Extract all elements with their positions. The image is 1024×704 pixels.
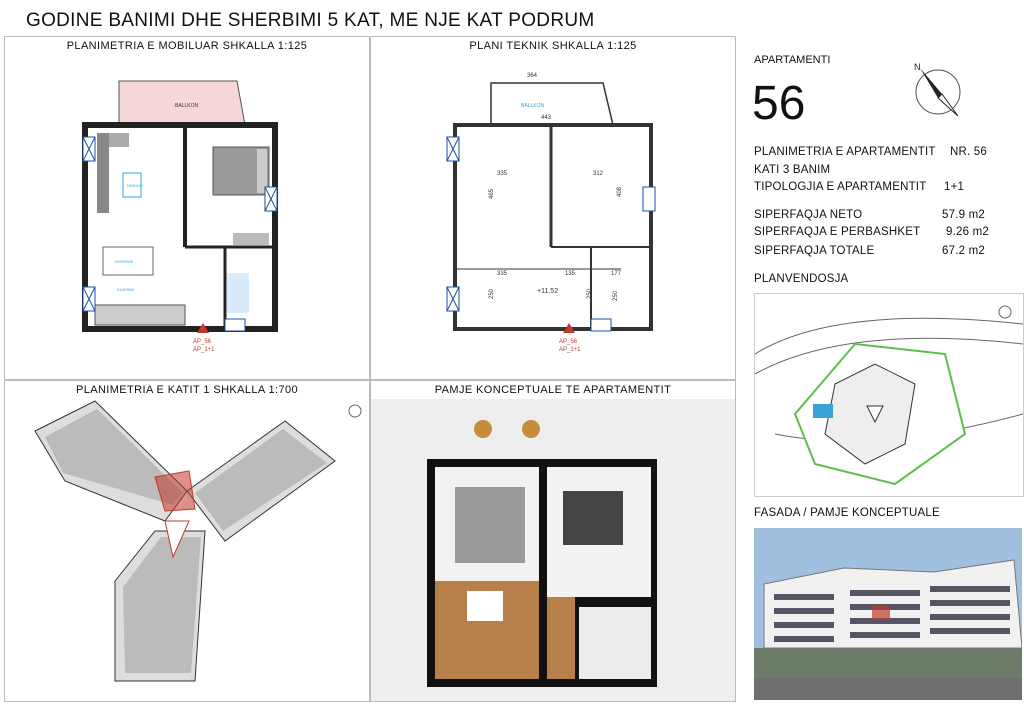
dim-465: 465 bbox=[489, 188, 495, 199]
concept-render bbox=[371, 381, 735, 701]
area-total-row bbox=[754, 245, 994, 257]
apartment-number: 56 bbox=[752, 77, 806, 130]
siteplan-label: PLANVENDOSJA bbox=[754, 273, 849, 285]
ap-number-label: AP_56 bbox=[193, 339, 212, 345]
furnished-plan-drawing bbox=[5, 37, 369, 379]
area-total-value: 67.2 m2 bbox=[942, 245, 985, 257]
ap-type-label: AP_1+1 bbox=[193, 347, 215, 353]
technical-plan-title: PLANI TEKNIK SHKALLA 1:125 bbox=[469, 40, 637, 52]
tech-ap-number-label: AP_56 bbox=[559, 339, 578, 345]
floor-row bbox=[754, 164, 994, 176]
facade-label: FASADA / PAMJE KONCEPTUALE bbox=[754, 507, 940, 519]
technical-plan-panel bbox=[370, 36, 736, 380]
concept-title: PAMJE KONCEPTUALE TE APARTAMENTIT bbox=[434, 384, 672, 396]
dim-364: 364 bbox=[527, 73, 538, 79]
area-net-label: SIPERFAQJA NETO bbox=[754, 209, 863, 221]
floor-plan-title: PLANIMETRIA E KATIT 1 SHKALLA 1:700 bbox=[75, 384, 299, 396]
technical-plan-drawing bbox=[371, 37, 735, 379]
facade-panel bbox=[754, 528, 1022, 700]
furnished-plan-panel bbox=[4, 36, 370, 380]
area-net-row bbox=[754, 209, 994, 221]
north-arrow-icon bbox=[908, 58, 978, 128]
dim-250-b: 250 bbox=[587, 288, 593, 299]
type-value: 1+1 bbox=[944, 181, 965, 193]
dim-335-top: 335 bbox=[497, 171, 508, 177]
siteplan-drawing bbox=[755, 294, 1023, 496]
floor-label: KATI 3 BANIM bbox=[754, 164, 831, 176]
elevation-label: +11.52 bbox=[537, 288, 559, 295]
type-label: TIPOLOGJIA E APARTAMENTIT bbox=[754, 181, 927, 193]
dining-label: NGRENIE bbox=[115, 259, 134, 264]
tech-balcony-label: BALLKON bbox=[521, 103, 545, 109]
concept-panel bbox=[370, 380, 736, 702]
floor-plan-panel bbox=[4, 380, 370, 702]
apartment-label: APARTAMENTI bbox=[754, 54, 831, 66]
area-net-value: 57.9 m2 bbox=[942, 209, 985, 221]
dim-135: 135 bbox=[565, 271, 576, 277]
dim-408: 408 bbox=[617, 186, 623, 197]
area-shared-row bbox=[754, 226, 994, 238]
floor-plan-drawing bbox=[5, 381, 369, 701]
area-shared-value: 9.26 m2 bbox=[946, 226, 989, 238]
area-total-label: SIPERFAQJA TOTALE bbox=[754, 245, 875, 257]
type-row bbox=[754, 181, 994, 193]
page-title: GODINE BANIMI DHE SHERBIMI 5 KAT, ME NJE KAT PODRUM bbox=[26, 10, 595, 31]
siteplan-panel bbox=[754, 293, 1024, 497]
facade-render bbox=[754, 528, 1022, 700]
dim-177: 177 bbox=[611, 271, 622, 277]
dim-250-a: 250 bbox=[489, 288, 495, 299]
furnished-plan-title: PLANIMETRIA E MOBILUAR SHKALLA 1:125 bbox=[66, 40, 308, 52]
plan-row bbox=[754, 146, 994, 158]
dim-335-mid: 335 bbox=[497, 271, 508, 277]
kitchen-label: KUZHINE bbox=[117, 287, 135, 292]
tech-ap-type-label: AP_1+1 bbox=[559, 347, 581, 353]
north-label: N bbox=[914, 62, 921, 72]
balcony-label: BALLKON bbox=[175, 103, 199, 109]
living-label: NDENJE bbox=[127, 183, 144, 188]
dim-312: 312 bbox=[593, 171, 604, 177]
dim-250-c: 250 bbox=[613, 290, 619, 301]
plan-label: PLANIMETRIA E APARTAMENTIT bbox=[754, 146, 936, 158]
area-shared-label: SIPERFAQJA E PERBASHKET bbox=[754, 226, 921, 238]
plan-number: NR. 56 bbox=[950, 146, 987, 158]
dim-443: 443 bbox=[541, 115, 552, 121]
